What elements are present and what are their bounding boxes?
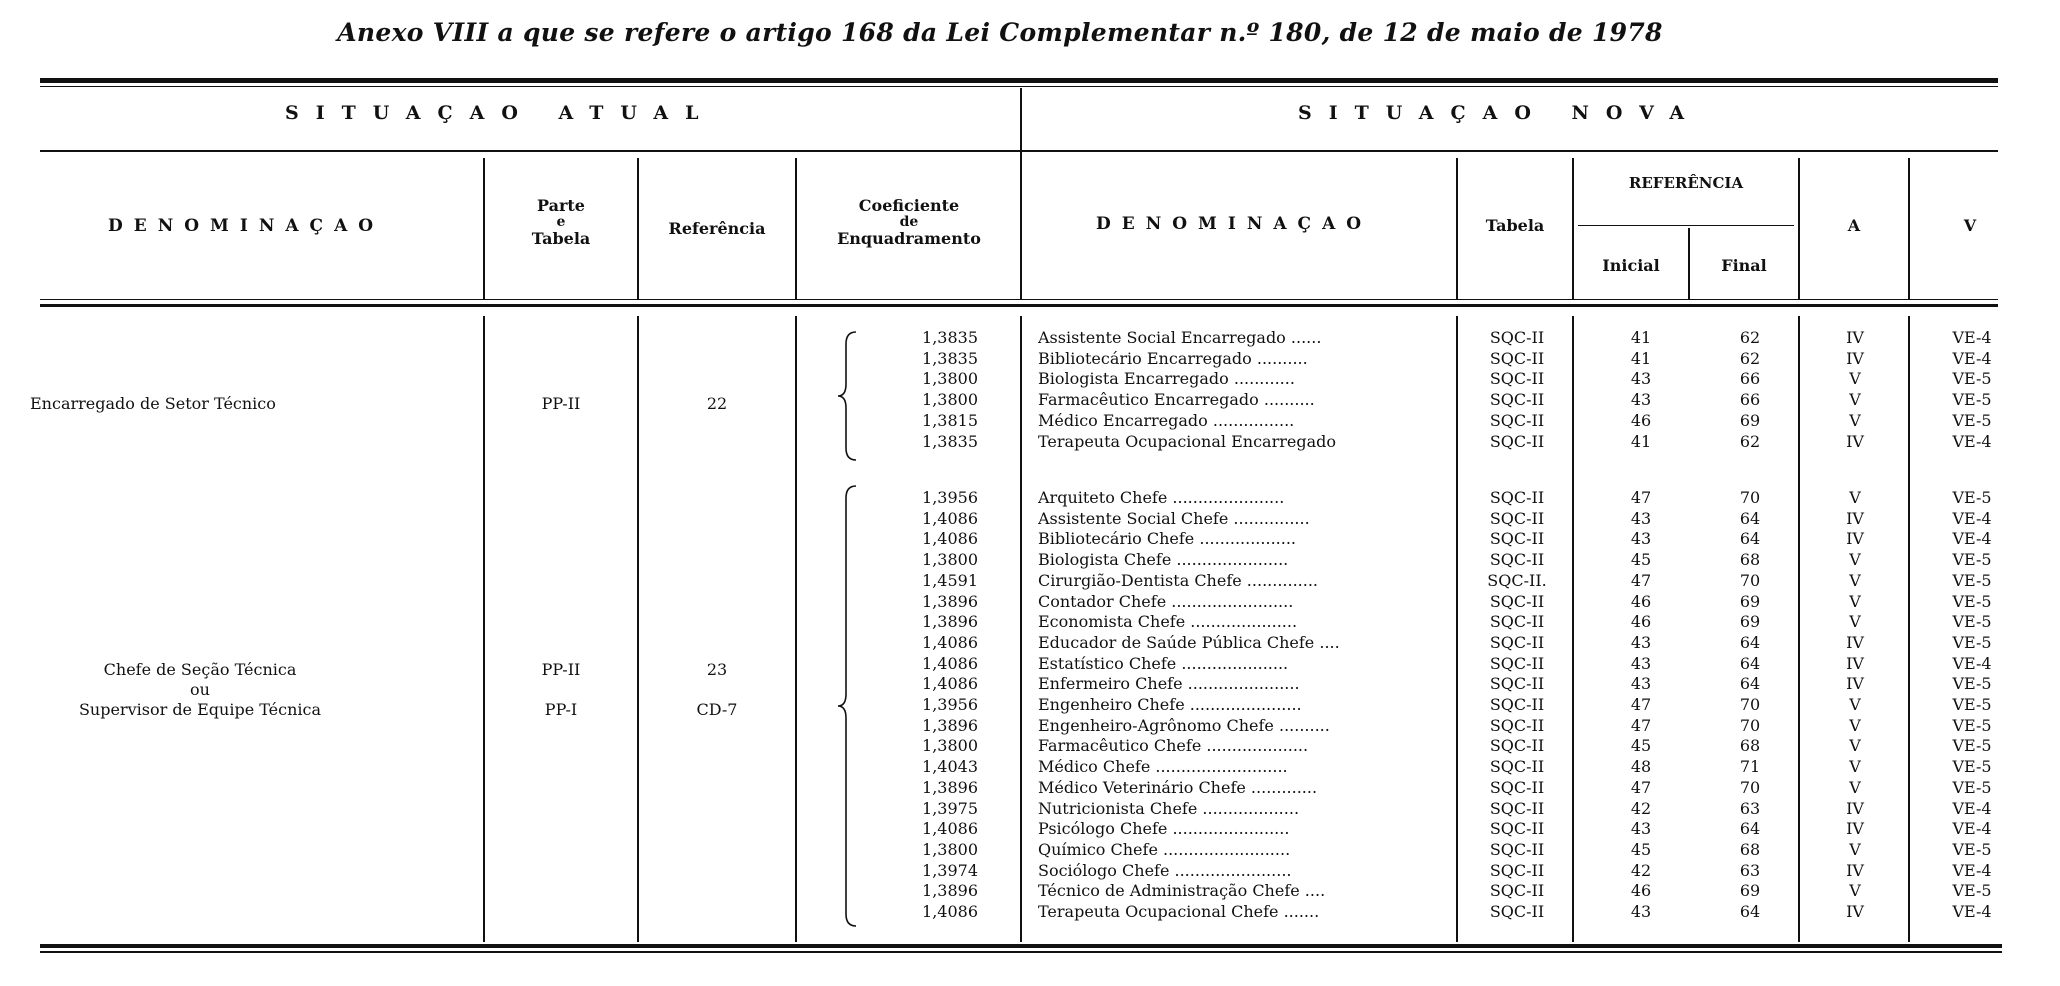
- cell-ini: 43: [1630, 390, 1652, 410]
- cell-den: Farmacêutico Chefe ....................: [1038, 736, 1309, 756]
- cell-a: IV: [1846, 653, 1864, 673]
- cell-coef: 1,4086: [922, 902, 978, 921]
- cell-ini: 43: [1630, 508, 1652, 528]
- cell-ini: 46: [1630, 881, 1652, 901]
- cell-a: V: [1849, 390, 1861, 410]
- cell-v: VE-5: [1952, 570, 1992, 590]
- table-row: [0, 861, 2060, 881]
- cell-ini: 47: [1630, 777, 1652, 797]
- cell-a: V: [1849, 839, 1861, 859]
- cell-coef: 1,3974: [922, 860, 978, 880]
- table-row: [0, 902, 2060, 922]
- section-new-title: SITUAÇAO NOVA: [1298, 102, 1702, 124]
- cell-tab: SQC-II.: [1487, 570, 1547, 590]
- header-v: V: [1963, 216, 1977, 235]
- cell-den: Estatístico Chefe .....................: [1038, 653, 1289, 673]
- cell-ini: 47: [1630, 715, 1652, 735]
- cell-tab: SQC-II: [1489, 369, 1545, 389]
- cell-fin: 69: [1739, 410, 1761, 430]
- cell-den: Químico Chefe .........................: [1038, 839, 1291, 859]
- cell-ini: 42: [1630, 798, 1652, 818]
- table-row: [0, 509, 2060, 529]
- group2-denominacao: Chefe de Seção Técnica ou Supervisor de Equipe Técnica: [78, 660, 322, 719]
- cell-fin: 62: [1739, 328, 1761, 347]
- table-row: [0, 432, 2060, 452]
- cell-a: V: [1849, 570, 1861, 590]
- cell-a: V: [1849, 736, 1861, 756]
- cell-coef: 1,3956: [922, 488, 978, 507]
- cell-den: Terapeuta Ocupacional Encarregado: [1038, 431, 1336, 451]
- cell-v: VE-5: [1952, 881, 1992, 901]
- cell-tab: SQC-II: [1489, 798, 1545, 818]
- cell-a: IV: [1846, 328, 1864, 347]
- header-denominacao: DENOMINAÇAO: [108, 216, 385, 236]
- table-row: [0, 328, 2060, 348]
- cell-ini: 43: [1630, 902, 1652, 921]
- cell-tab: SQC-II: [1489, 736, 1545, 756]
- cell-coef: 1,3956: [922, 695, 978, 714]
- cell-coef: 1,4086: [922, 674, 978, 694]
- cell-v: VE-5: [1952, 410, 1992, 430]
- cell-v: VE-5: [1952, 839, 1992, 859]
- cell-fin: 66: [1739, 369, 1761, 389]
- cell-ini: 45: [1630, 839, 1652, 859]
- col-sep-ref: [637, 158, 639, 300]
- cell-v: VE-4: [1952, 798, 1992, 818]
- cell-ini: 45: [1630, 550, 1652, 570]
- group1-denominacao: Encarregado de Setor Técnico: [30, 394, 276, 413]
- cell-coef: 1,3800: [922, 839, 978, 859]
- cell-den: Engenheiro-Agrônomo Chefe ..........: [1038, 715, 1330, 735]
- cell-fin: 70: [1739, 695, 1761, 714]
- cell-fin: 64: [1739, 508, 1761, 528]
- cell-v: VE-4: [1952, 508, 1992, 528]
- cell-a: IV: [1846, 431, 1864, 451]
- table-row: [0, 369, 2060, 389]
- cell-den: Biologista Chefe ......................: [1038, 550, 1289, 570]
- cell-fin: 64: [1739, 653, 1761, 673]
- cell-coef: 1,4086: [922, 653, 978, 673]
- cell-coef: 1,4591: [922, 570, 978, 590]
- cell-coef: 1,3896: [922, 591, 978, 611]
- cell-coef: 1,3975: [922, 798, 978, 818]
- cell-a: IV: [1846, 798, 1864, 818]
- cell-coef: 1,3835: [922, 348, 978, 368]
- cell-coef: 1,3800: [922, 369, 978, 389]
- cell-fin: 70: [1739, 570, 1761, 590]
- cell-a: IV: [1846, 902, 1864, 921]
- cell-tab: SQC-II: [1489, 410, 1545, 430]
- cell-a: IV: [1846, 860, 1864, 880]
- cell-v: VE-5: [1952, 777, 1992, 797]
- cell-a: V: [1849, 881, 1861, 901]
- cell-ini: 47: [1630, 570, 1652, 590]
- cell-fin: 64: [1739, 674, 1761, 694]
- cell-fin: 70: [1739, 488, 1761, 507]
- cell-a: V: [1849, 369, 1861, 389]
- cell-den: Técnico de Administração Chefe ....: [1038, 881, 1326, 901]
- cell-tab: SQC-II: [1489, 591, 1545, 611]
- cell-a: IV: [1846, 632, 1864, 652]
- cell-den: Médico Veterinário Chefe .............: [1038, 777, 1318, 797]
- cell-fin: 70: [1739, 715, 1761, 735]
- cell-v: VE-4: [1952, 653, 1992, 673]
- cell-fin: 62: [1739, 348, 1761, 368]
- cell-coef: 1,3835: [922, 328, 978, 347]
- cell-den: Engenheiro Chefe ......................: [1038, 695, 1302, 714]
- cell-fin: 64: [1739, 632, 1761, 652]
- header-referencia-nova: REFERÊNCIA: [1628, 174, 1744, 192]
- cell-tab: SQC-II: [1489, 839, 1545, 859]
- cell-v: VE-5: [1952, 612, 1992, 632]
- referencia-subrule: [1578, 225, 1794, 226]
- cell-coef: 1,4086: [922, 632, 978, 652]
- cell-a: IV: [1846, 508, 1864, 528]
- cell-ini: 41: [1630, 328, 1652, 347]
- cell-tab: SQC-II: [1489, 529, 1545, 549]
- cell-fin: 68: [1739, 839, 1761, 859]
- cell-den: Terapeuta Ocupacional Chefe .......: [1038, 902, 1320, 921]
- table-row: [0, 881, 2060, 901]
- header-inicial: Inicial: [1602, 256, 1660, 275]
- cell-den: Assistente Social Encarregado ......: [1038, 328, 1322, 347]
- cell-tab: SQC-II: [1489, 653, 1545, 673]
- cell-fin: 70: [1739, 777, 1761, 797]
- cell-fin: 62: [1739, 431, 1761, 451]
- cell-den: Médico Encarregado ................: [1038, 410, 1295, 430]
- cell-ini: 43: [1630, 674, 1652, 694]
- cell-tab: SQC-II: [1489, 348, 1545, 368]
- cell-den: Cirurgião-Dentista Chefe ..............: [1038, 570, 1319, 590]
- cell-fin: 63: [1739, 860, 1761, 880]
- cell-den: Enfermeiro Chefe ......................: [1038, 674, 1300, 694]
- cell-den: Educador de Saúde Pública Chefe ....: [1038, 632, 1340, 652]
- col-sep-coef: [795, 158, 797, 300]
- cell-coef: 1,4086: [922, 508, 978, 528]
- cell-den: Bibliotecário Encarregado ..........: [1038, 348, 1308, 368]
- cell-fin: 69: [1739, 881, 1761, 901]
- header-parte: Parte e Tabela: [531, 196, 591, 248]
- cell-coef: 1,4043: [922, 757, 978, 777]
- cell-tab: SQC-II: [1489, 819, 1545, 839]
- cell-tab: SQC-II: [1489, 550, 1545, 570]
- top-rule-thick: [40, 78, 1998, 83]
- cell-a: V: [1849, 591, 1861, 611]
- cell-coef: 1,4086: [922, 819, 978, 839]
- cell-den: Assistente Social Chefe ...............: [1038, 508, 1310, 528]
- cell-den: Farmacêutico Encarregado ..........: [1038, 390, 1315, 410]
- cell-a: V: [1849, 715, 1861, 735]
- cell-ini: 45: [1630, 736, 1652, 756]
- table-row: [0, 488, 2060, 508]
- table-row: [0, 757, 2060, 777]
- cell-tab: SQC-II: [1489, 777, 1545, 797]
- table-row: [0, 550, 2060, 570]
- group1-parte: PP-II: [541, 394, 581, 413]
- cell-a: IV: [1846, 529, 1864, 549]
- cell-v: VE-5: [1952, 550, 1992, 570]
- cell-v: VE-4: [1952, 860, 1992, 880]
- cell-coef: 1,3800: [922, 550, 978, 570]
- cell-coef: 1,3896: [922, 777, 978, 797]
- cell-v: VE-5: [1952, 695, 1992, 714]
- cell-fin: 69: [1739, 612, 1761, 632]
- cell-den: Psicólogo Chefe .......................: [1038, 819, 1290, 839]
- header-a: A: [1847, 216, 1861, 235]
- cell-a: V: [1849, 550, 1861, 570]
- cell-tab: SQC-II: [1489, 390, 1545, 410]
- cell-fin: 63: [1739, 798, 1761, 818]
- table-row: [0, 840, 2060, 860]
- table-row: [0, 778, 2060, 798]
- cell-coef: 1,3800: [922, 736, 978, 756]
- cell-coef: 1,3896: [922, 715, 978, 735]
- cell-tab: SQC-II: [1489, 632, 1545, 652]
- cell-fin: 64: [1739, 819, 1761, 839]
- cell-a: V: [1849, 488, 1861, 507]
- cell-v: VE-4: [1952, 431, 1992, 451]
- cell-ini: 42: [1630, 860, 1652, 880]
- table-row: [0, 633, 2060, 653]
- table-row: [0, 819, 2060, 839]
- cell-fin: 69: [1739, 591, 1761, 611]
- cell-a: V: [1849, 757, 1861, 777]
- cell-a: IV: [1846, 348, 1864, 368]
- group1-referencia: 22: [706, 394, 728, 413]
- cell-tab: SQC-II: [1489, 488, 1545, 507]
- cell-coef: 1,3815: [922, 410, 978, 430]
- table-row: [0, 799, 2060, 819]
- header-rule-1: [40, 299, 1998, 300]
- table-row: [0, 716, 2060, 736]
- header-coeficiente: Coeficiente de Enquadramento: [837, 196, 981, 248]
- cell-v: VE-5: [1952, 488, 1992, 507]
- cell-a: IV: [1846, 819, 1864, 839]
- cell-ini: 46: [1630, 591, 1652, 611]
- cell-fin: 64: [1739, 902, 1761, 921]
- col-sep-tabela: [1456, 158, 1458, 300]
- header-tabela: Tabela: [1485, 216, 1545, 235]
- cell-fin: 66: [1739, 390, 1761, 410]
- cell-v: VE-5: [1952, 369, 1992, 389]
- top-rule-thin: [40, 86, 1998, 87]
- cell-ini: 43: [1630, 819, 1652, 839]
- cell-ini: 41: [1630, 431, 1652, 451]
- table-row: [0, 411, 2060, 431]
- cell-ini: 46: [1630, 410, 1652, 430]
- bottom-rule-2: [40, 951, 2002, 953]
- cell-coef: 1,3896: [922, 881, 978, 901]
- table-row: [0, 390, 2060, 410]
- cell-ini: 43: [1630, 632, 1652, 652]
- cell-coef: 1,3835: [922, 431, 978, 451]
- cell-fin: 64: [1739, 529, 1761, 549]
- cell-v: VE-5: [1952, 591, 1992, 611]
- cell-tab: SQC-II: [1489, 695, 1545, 714]
- header-final: Final: [1721, 256, 1767, 275]
- page-title: Anexo VIII a que se refere o artigo 168 da Lei Complementar n.º 180, de 12 de maio de 1978: [337, 18, 1663, 47]
- group2-referencia: 23 CD-7: [696, 660, 738, 719]
- cell-coef: 1,4086: [922, 529, 978, 549]
- table-row: [0, 571, 2060, 591]
- cell-v: VE-5: [1952, 757, 1992, 777]
- group2-parte: PP-II PP-I: [541, 660, 581, 719]
- header-rule-2: [40, 304, 1998, 307]
- table-row: [0, 612, 2060, 632]
- cell-tab: SQC-II: [1489, 328, 1545, 347]
- cell-tab: SQC-II: [1489, 612, 1545, 632]
- cell-v: VE-5: [1952, 715, 1992, 735]
- cell-den: Biologista Encarregado ............: [1038, 369, 1295, 389]
- cell-ini: 43: [1630, 529, 1652, 549]
- cell-coef: 1,3896: [922, 612, 978, 632]
- cell-tab: SQC-II: [1489, 508, 1545, 528]
- cell-den: Economista Chefe .....................: [1038, 612, 1298, 632]
- col-sep-ref-new: [1572, 158, 1574, 300]
- cell-ini: 48: [1630, 757, 1652, 777]
- table-row: [0, 674, 2060, 694]
- cell-den: Nutricionista Chefe ...................: [1038, 798, 1300, 818]
- cell-den: Sociólogo Chefe .......................: [1038, 860, 1292, 880]
- cell-fin: 68: [1739, 736, 1761, 756]
- header-denominacao-nova: DENOMINAÇAO: [1096, 214, 1373, 234]
- cell-v: VE-4: [1952, 529, 1992, 549]
- header-referencia: Referência: [668, 219, 766, 238]
- cell-den: Arquiteto Chefe ......................: [1038, 488, 1285, 507]
- cell-a: V: [1849, 410, 1861, 430]
- cell-v: VE-4: [1952, 819, 1992, 839]
- cell-tab: SQC-II: [1489, 431, 1545, 451]
- cell-v: VE-5: [1952, 632, 1992, 652]
- cell-a: V: [1849, 695, 1861, 714]
- cell-tab: SQC-II: [1489, 860, 1545, 880]
- cell-ini: 47: [1630, 695, 1652, 714]
- cell-v: VE-4: [1952, 902, 1992, 921]
- table-row: [0, 695, 2060, 715]
- cell-v: VE-5: [1952, 390, 1992, 410]
- cell-v: VE-5: [1952, 736, 1992, 756]
- cell-den: Contador Chefe ........................: [1038, 591, 1294, 611]
- cell-v: VE-5: [1952, 674, 1992, 694]
- col-sep-section: [1020, 88, 1022, 300]
- section-rule: [40, 150, 1998, 152]
- cell-fin: 71: [1739, 757, 1761, 777]
- cell-den: Médico Chefe ..........................: [1038, 757, 1288, 777]
- cell-tab: SQC-II: [1489, 757, 1545, 777]
- table-row: [0, 592, 2060, 612]
- cell-a: V: [1849, 612, 1861, 632]
- cell-den: Bibliotecário Chefe ...................: [1038, 529, 1296, 549]
- cell-v: VE-4: [1952, 348, 1992, 368]
- cell-tab: SQC-II: [1489, 902, 1545, 921]
- table-row: [0, 529, 2060, 549]
- cell-v: VE-4: [1952, 328, 1992, 347]
- cell-ini: 46: [1630, 612, 1652, 632]
- cell-tab: SQC-II: [1489, 715, 1545, 735]
- table-row: [0, 349, 2060, 369]
- cell-tab: SQC-II: [1489, 674, 1545, 694]
- table-row: [0, 654, 2060, 674]
- bottom-rule-1: [40, 944, 2002, 948]
- cell-ini: 43: [1630, 653, 1652, 673]
- cell-ini: 43: [1630, 369, 1652, 389]
- cell-ini: 41: [1630, 348, 1652, 368]
- cell-ini: 47: [1630, 488, 1652, 507]
- section-current-title: SITUAÇAO ATUAL: [285, 102, 716, 124]
- cell-fin: 68: [1739, 550, 1761, 570]
- cell-coef: 1,3800: [922, 390, 978, 410]
- cell-a: IV: [1846, 674, 1864, 694]
- cell-a: V: [1849, 777, 1861, 797]
- table-row: [0, 736, 2060, 756]
- cell-tab: SQC-II: [1489, 881, 1545, 901]
- col-sep-parte: [483, 158, 485, 300]
